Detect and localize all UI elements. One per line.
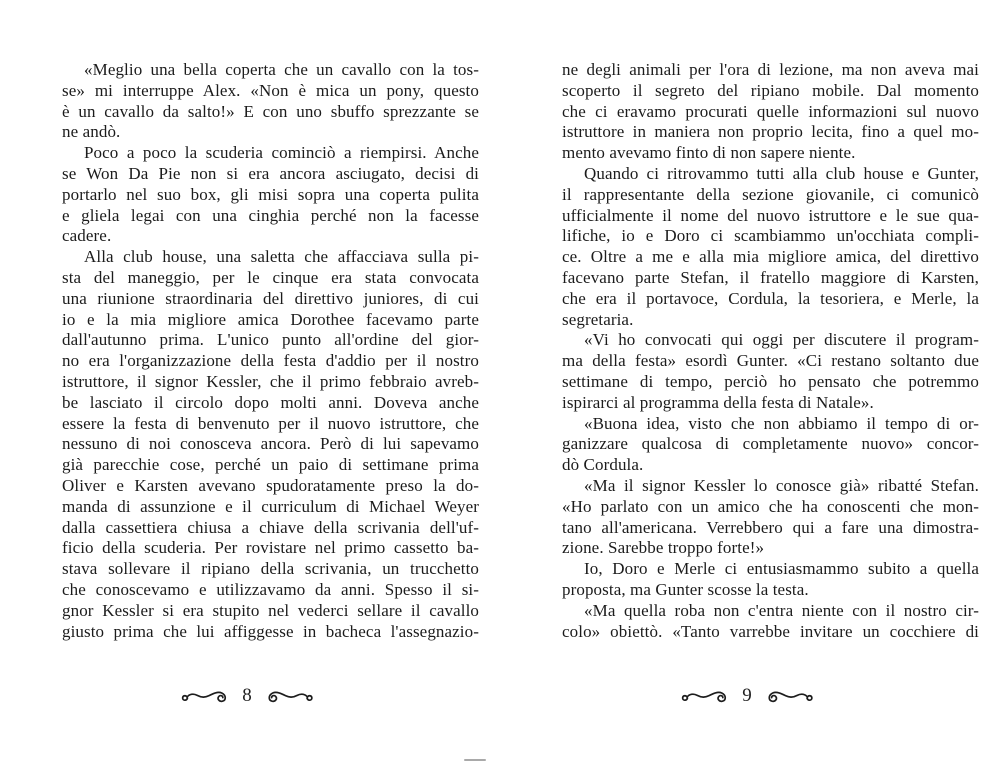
text-line: no era l'organizzazione della festa d'addio per il nostro [62,351,479,371]
text-line: che era il portavoce, Cordula, la tesoriera, e Merle, la [562,288,979,308]
text-line: già parecchie cose, perché un paio di settimane prima [62,455,479,475]
text-line: se» mi interruppe Alex. «Non è mica un pony, questo [62,80,479,100]
page-number: 9 [742,685,752,706]
text-line: e gliela legai con una cinghia perché non la facesse [62,205,479,225]
text-line: ganizzare qualcosa di completamente nuovo» concor- [562,434,979,454]
text-line: istruttore, il signor Kessler, che il primo febbraio avreb- [62,371,479,391]
text-line: ma della festa» esordì Gunter. «Ci restano soltanto due [562,351,979,371]
text-line: proposta, ma Gunter scosse la testa. [562,579,809,599]
text-line: cadere. [62,226,112,246]
text-line: gnor Kessler si era stupito nel vederci sellare il cavallo [62,600,479,620]
page-right [562,60,979,732]
text-line: «Ma il signor Kessler lo conosce già» ribatté Stefan. [584,475,979,495]
text-line: dò Cordula. [562,455,644,475]
swash-flourish-icon [181,688,229,704]
text-line: «Ma quella roba non c'entra niente con il nostro cir- [584,600,979,620]
text-line: lifiche, io e Doro ci scambiammo un'occhiata compli- [562,226,979,246]
text-line: ispirarci al programma della festa di Natale». [562,392,874,412]
text-line: «Vi ho convocati qui oggi per discutere il program- [584,330,979,350]
text-line: nessuno di noi conosceva ancora. Però di lui sapevamo [62,434,479,454]
text-line: segretaria. [562,309,634,329]
text-line: che conoscevamo e utilizzavamo da anni. Spesso il si- [62,579,479,599]
text-line: dalla cassettiera chiusa a chiave della scrivania dell'uf- [62,517,479,537]
page-divider-line [464,759,486,761]
text-line: zione. Sarebbe troppo forte!» [562,538,765,558]
text-line: ficio della scuderia. Per rovistare nel primo cassetto ba- [62,538,479,558]
text-line: scoperto il segreto del ripiano mobile. Dal momento [562,80,979,100]
text-line: tano all'americana. Verrebbero qui a fare una dimostra- [562,517,979,537]
text-line: Alla club house, una saletta che affacciava sulla pi- [84,247,479,267]
text-line: «Meglio una bella coperta che un cavallo con la tos- [84,60,479,79]
text-line: ce. Oltre a me e alla mia migliore amica, del direttivo [562,247,979,267]
text-line: stava sollevare il ripiano della scrivania, un trucchetto [62,559,479,579]
text-line: ufficialmente il nome del nuovo istruttore e le sue qua- [562,205,979,225]
text-line: colo» obiettò. «Tanto varrebbe invitare un cocchiere di [562,621,979,641]
page-footer [681,682,813,710]
swash-flourish-icon [265,688,313,704]
page-footer [181,682,313,710]
text-line: è un cavallo da salto!» E con uno sbuffo sprezzante se [62,101,479,121]
text-line: Io, Doro e Merle ci entusiasmammo subito a quella [584,559,979,579]
page-text [562,60,979,642]
text-line: una riunione straordinaria del direttivo juniores, di cui [62,288,479,308]
page-text [62,60,479,642]
text-line: «Buona idea, visto che non abbiamo il tempo di or- [584,413,979,433]
text-line: che ci eravamo procurati quelle informazioni sul nuovo [562,101,979,121]
swash-flourish-icon [765,688,813,704]
text-line: ne andò. [62,122,121,142]
text-line: istruttore in maniera non proprio lecita, fino a quel mo- [562,122,979,142]
page-number: 8 [242,685,252,706]
text-line: Poco a poco la scuderia cominciò a riempirsi. Anche [84,143,479,163]
text-line: dall'autunno prima. L'unico punto all'ordine del gior- [62,330,479,350]
text-line: Quando ci ritrovammo tutti alla club house e Gunter, [584,163,979,183]
text-line: mento avevamo finto di non sapere niente. [562,143,856,163]
text-line: essere la festa di benvenuto per il nuovo istruttore, che [62,413,479,433]
text-line: facevano parte Stefan, il fratello maggiore di Karsten, [562,267,979,287]
text-line: ne degli animali per l'ora di lezione, ma non aveva mai [562,60,979,79]
text-line: Oliver e Karsten avevano spudoratamente preso la do- [62,475,479,495]
text-line: portarlo nel suo box, gli misi sopra una coperta pulita [62,184,479,204]
text-line: sta del maneggio, per le cinque era stata convocata [62,267,479,287]
text-line: settimane di tempo, perciò ho pensato che potremmo [562,371,979,391]
page-left [62,60,479,732]
swash-flourish-icon [681,688,729,704]
text-line: giusto prima che lui affiggesse in bacheca l'assegnazio- [62,621,479,641]
text-line: se Won Da Pie non si era ancora asciugato, decisi di [62,163,479,183]
text-line: manda di assunzione e il curriculum di Michael Weyer [62,496,479,516]
text-line: «Ho parlato con un amico che ha conoscenti che mon- [562,496,979,516]
text-line: il rappresentante della sezione giovanile, ci comunicò [562,184,979,204]
text-line: be lasciato il circolo dopo molti anni. Doveva anche [62,392,479,412]
text-line: io e la mia migliore amica Dorothee facevamo parte [62,309,479,329]
